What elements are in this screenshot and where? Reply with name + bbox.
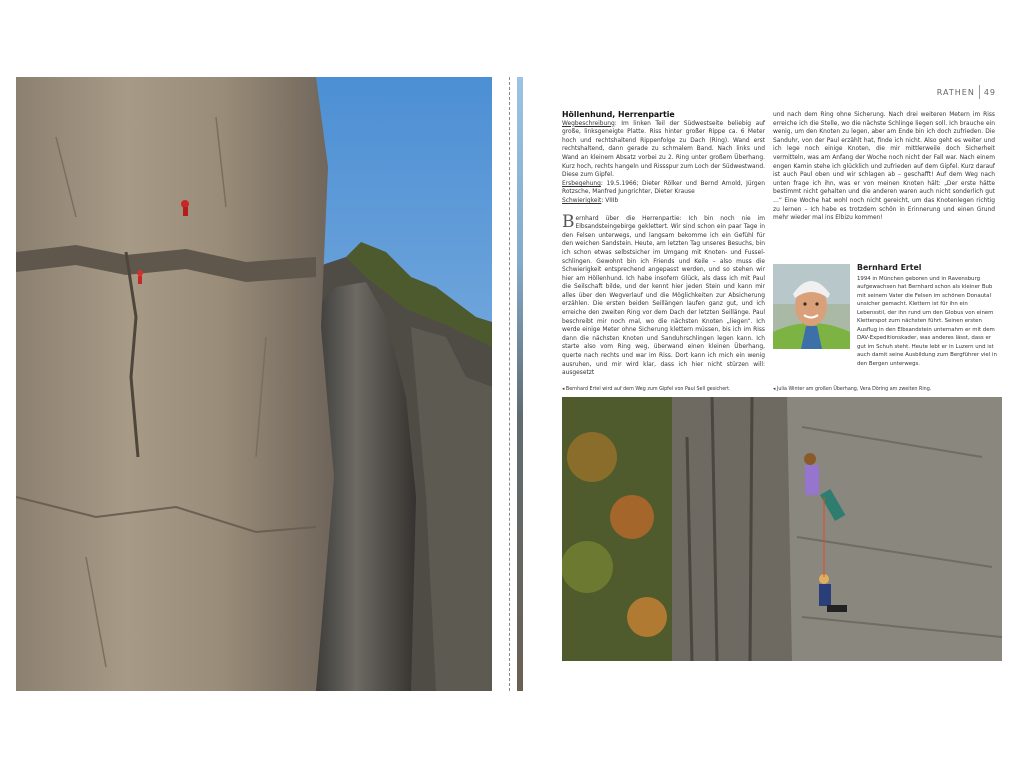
route-description <box>562 120 765 180</box>
grade-text: : VIIIb <box>601 197 619 204</box>
climber-on-sandstone-wall-photo <box>16 77 492 691</box>
page-number: 49 <box>983 87 996 97</box>
first-ascent <box>562 180 765 197</box>
grade <box>562 197 765 206</box>
dropcap: B <box>562 211 575 232</box>
portrait-photo <box>773 264 850 349</box>
intro-text: ernhard über die Herrenpartie: Ich bin noch nie im Elbsandsteingebirge geklettert. Wir sind schon ein paar Tage in den Felsen unterwegs, und langsam bekomme ich ein Gefühl für den weichen Sandstein. Heute, am letzten Tag unseres Besuchs, bin ich schon etwas selbstsicher im Umgang mit Knoten- und Fusselschlingen. Gewohnt bin ich Friends und Keile – also muss die Schwierigkeit entsprechend angepasst werden, und so stehen wir hier am Höllenhund. Ich habe insofern Glück, als dass ich mit Paul die Seilschaft bilde, und der kennt hier jeden Stein und kann mir alles über den Wegverlauf und die Möglichkeiten zur Absicherung erzählen. Die ersten beiden Seillängen laufen ganz gut, und ich erreiche den zweiten Ring vor dem Dach der letzten Seillänge. Paul beschreibt mir noch mal, wo die nächsten Knoten „liegen“. Ich werde einige Meter ohne Sicherung klettern müssen, bis ich im Riss dann die nächsten Knoten und Sanduhrschlingen legen kann. Ich starte also vom Ring weg, überwand einen kleinen Überhang, querte nach rechts und war im Riss. Dort kann ich mich ein wenig ausruhen, und mir wird klar, dass ich hier nicht stürzen will: ausgesetzt <box>562 215 765 377</box>
left-page-photo <box>16 77 492 691</box>
description-text: : Im linken Teil der Südwestseite beliebig auf große, linksgeneigte Platte. Riss hinter großer Rippe ca. 6 Meter hoch und rechtshaltend Rippenfolge zu Dach (Ring). Wand erst rechtshaltend, dann gerade zu schmalem Band. Nach links und Wand an kleinem Absatz vorbei zu 2. Ring unter großem Überhang. Kurz hoch, rechts hangeln und Rissspur zum Loch der Südwestwand. Diese zum Gipfel. <box>562 120 765 179</box>
running-head <box>937 85 996 99</box>
grade-label: Schwierigkeit <box>562 197 602 204</box>
intro-paragraph <box>562 211 765 378</box>
bio-photo <box>773 264 850 349</box>
first-ascent-label: Ersbegehung <box>562 180 601 187</box>
bottom-photo <box>562 397 1002 661</box>
right-page <box>526 77 1006 691</box>
page-edge-strip <box>517 77 523 691</box>
two-climbers-photo <box>562 397 1002 661</box>
bio-box <box>857 264 997 368</box>
continuation-text: und nach dem Ring ohne Sicherung. Nach drei weiteren Metern im Riss erreiche ich die Stelle, wo die nächste Schlinge liegen soll. Ich brauche ein wenig, um den Knoten zu legen, aber am Ende bin ich doch zufrieden. Die Sanduhr, von der Paul erzählt hat, finde ich nicht. Also geht es weiter und ich lege noch einige Knoten, die mir mittlerweile doch Sicherheit vermitteln, was am Anfang der Woche noch nicht der Fall war. Nach einem engen Kamin stehe ich glücklich und zufrieden auf dem Gipfel. Kurz darauf ist auch Paul oben und wir schlagen ab – geschafft! Auf dem Weg nach unten frage ich ihn, was er von meinen Knoten hält: „Der erste hätte bestimmt nicht gehalten und die anderen waren auch nicht sonderlich gut …“ Eine Woche hat wohl noch nicht gereicht, um das Knotenlegen richtig zu lernen – Ich habe es trotzdem schön in Erinnerung und einen Grund mehr wieder mal ins Elbizu kommen! <box>773 112 995 222</box>
bio-text: 1994 in München geboren und in Ravensburg aufgewachsen hat Bernhard schon als kleiner Bub mit seinem Vater die Felsen im schönen Donautal unsicher gemacht. Klettern ist für ihn ein Lebensstil, der ihn rund um den Globus von einem Kletterspot zum nächsten führt. Seinen ersten Ausflug in den Elbsandstein unternahm er mit dem DAV-Expeditionskader, was anderes lässt, dass er gut im Schuh steht. Heute lebt er in Luzern und ist auch damit seine Ausbildung zum Bergführer viel in den Bergen unterwegs. <box>857 275 997 367</box>
text-column-right <box>773 111 995 223</box>
bio-name: Bernhard Ertel <box>857 263 922 272</box>
fold-line <box>509 77 510 691</box>
text-column-left <box>562 111 765 378</box>
caption-right: ◂ Julia Winter am großen Überhang, Vera Döring am zweiten Ring. <box>773 387 932 392</box>
description-label: Wegbeschreibung <box>562 120 615 127</box>
route-title: Höllenhund, Herrenpartie <box>562 110 675 119</box>
running-head-title: RATHEN <box>936 87 975 97</box>
caption-left: ◂ Bernhard Ertel wird auf dem Weg zum Gipfel von Paul Sell gesichert. <box>562 387 731 392</box>
first-ascent-text: : 19.5.1966; Dieter Rölker und Bernd Arnold, Jürgen Rotzsche, Manfred Jungrichter, Dieter Krause <box>562 180 765 196</box>
running-head-divider <box>979 85 980 99</box>
